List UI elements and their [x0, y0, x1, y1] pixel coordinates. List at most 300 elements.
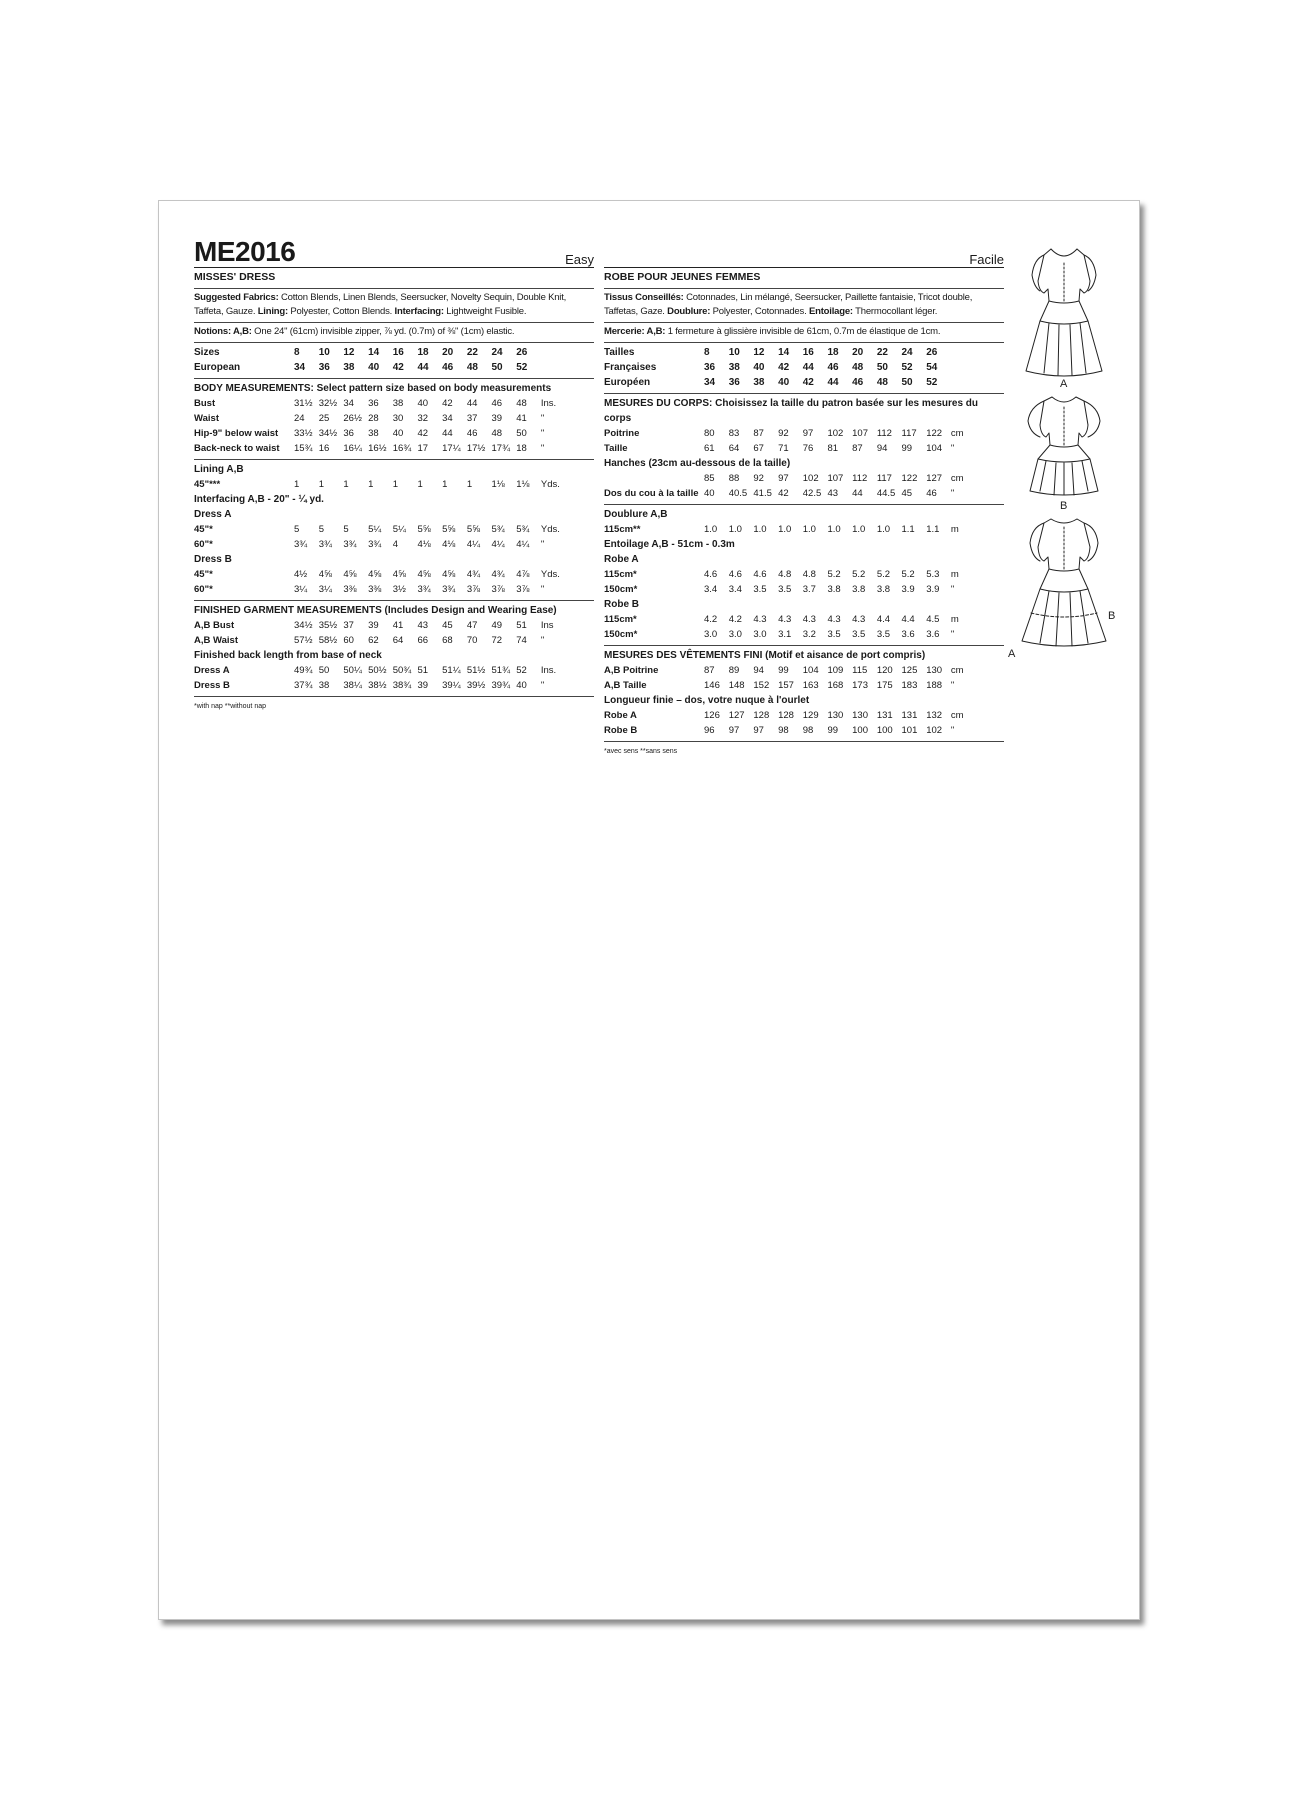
fabrics-text-fr: Cotonnades, Lin mélangé, Seersucker, Paillette fantaisie, Tricot double, Taffetas, Gaze. [604, 292, 973, 317]
table-cell: 42 [802, 377, 814, 388]
lining-text-fr: Polyester, Cotonnades. [710, 306, 809, 317]
table-cell: 10 [728, 347, 740, 358]
table-cell: 41.5 [753, 488, 772, 499]
interfacing-line-fr: Entoilage A,B - 51cm - 0.3m [604, 539, 735, 550]
table-cell: 3.8 [852, 584, 866, 595]
table-row [194, 345, 541, 360]
table-cell: 34 [442, 413, 453, 424]
table-cell: 34 [343, 398, 354, 409]
table-cell: 16 [802, 347, 814, 358]
table-cell: 115 [852, 665, 868, 676]
table-row [604, 426, 971, 441]
table-cell: 44 [417, 362, 429, 373]
notions-paragraph [194, 325, 594, 339]
row-label: 45"* [194, 524, 213, 535]
dress-a-heading: Dress A [194, 509, 232, 520]
table-cell: 3.9 [901, 584, 915, 595]
table-cell: 99 [901, 443, 913, 454]
table-row [194, 582, 561, 597]
table-cell: 4.3 [753, 614, 767, 625]
table-cell: 1.0 [753, 524, 767, 535]
table-cell: 130 [926, 665, 943, 676]
table-cell: 22 [466, 347, 478, 358]
table-cell: 52 [926, 377, 938, 388]
length-heading: Finished back length from base of neck [194, 650, 382, 661]
finished-table [194, 618, 561, 648]
table-cell: 3.7 [802, 584, 816, 595]
table-cell: 4.4 [876, 614, 891, 625]
table-cell: 1.0 [704, 524, 718, 535]
table-cell: 54 [926, 362, 938, 373]
table-cell: 92 [778, 428, 789, 439]
notions-label: Notions: A,B: [194, 326, 252, 337]
footnote-fr: *avec sens **sans sens [604, 748, 678, 755]
body-measurements-table [194, 396, 561, 456]
table-cell: 1.1 [926, 524, 940, 535]
table-cell: 36 [318, 362, 330, 373]
unit-cell: " [950, 584, 955, 595]
table-cell: 97 [778, 473, 789, 484]
table-cell: 20 [852, 347, 864, 358]
table-cell: 3.0 [704, 629, 718, 640]
table-cell: 112 [876, 428, 892, 439]
table-cell: 1 [343, 479, 349, 490]
table-cell: 38 [392, 398, 404, 409]
table-cell: 98 [802, 725, 814, 736]
table-cell: 88 [728, 473, 740, 484]
table-cell: 4¾ [491, 569, 505, 580]
table-row [194, 663, 561, 678]
table-cell: 32½ [318, 398, 338, 409]
row-label: Dress B [194, 680, 230, 691]
table-cell: 76 [802, 443, 814, 454]
table-cell: 188 [926, 680, 943, 691]
table-cell: 125 [901, 665, 918, 676]
unit-cell: cm [950, 710, 964, 721]
table-cell: 18 [516, 443, 527, 454]
table-cell: 5.2 [852, 569, 866, 580]
notions-text-fr: 1 fermeture à glissière invisible de 61cm, 0.7m de élastique de 1cm. [665, 326, 941, 337]
table-row [604, 441, 971, 456]
table-cell: 42 [778, 362, 790, 373]
table-cell: 3.1 [778, 629, 792, 640]
table-cell: 66 [417, 635, 429, 646]
table-row [604, 708, 971, 723]
body-measurements-heading: BODY MEASUREMENTS: Select pattern size based on body measurements [194, 383, 552, 394]
unit-cell: " [950, 629, 955, 640]
table-cell: 24 [491, 347, 503, 358]
table-cell: 3⅜ [368, 584, 382, 595]
table-cell: 3.5 [876, 629, 891, 640]
sizes-table [194, 345, 541, 375]
table-row [194, 537, 561, 552]
dress-b-table [194, 567, 561, 597]
table-cell: 51¾ [491, 665, 510, 676]
table-cell: 17 [417, 443, 429, 454]
hips-table-fr [604, 471, 971, 501]
table-row [604, 582, 971, 597]
table-cell: 38 [753, 377, 765, 388]
table-cell: 14 [368, 347, 380, 358]
table-row [604, 723, 971, 738]
table-row [604, 471, 971, 486]
table-cell: 4⅝ [343, 569, 357, 580]
table-cell: 44.5 [876, 488, 896, 499]
table-cell: 130 [852, 710, 868, 721]
table-cell: 35½ [318, 620, 338, 631]
table-cell: 89 [728, 665, 740, 676]
table-cell: 1 [417, 479, 423, 490]
table-cell: 38 [318, 680, 330, 691]
french-column [604, 237, 1004, 758]
table-cell: 50 [318, 665, 330, 676]
table-cell: 3.0 [753, 629, 767, 640]
difficulty-level-fr: Facile [969, 252, 1004, 267]
table-cell: 3.6 [901, 629, 915, 640]
notions-section [194, 323, 594, 343]
table-cell: 1 [368, 479, 374, 490]
finished-measurements-section [194, 601, 594, 697]
unit-cell: Ins. [540, 665, 557, 676]
sizes-section-fr [604, 343, 1004, 394]
table-cell: 36 [343, 428, 354, 439]
row-label: Robe A [604, 710, 637, 721]
table-cell: 24 [901, 347, 913, 358]
table-cell: 40 [778, 377, 790, 388]
row-label: 60"* [194, 539, 213, 550]
label-a-top: A [1060, 378, 1068, 390]
table-cell: 97 [728, 725, 740, 736]
table-cell: 1.0 [728, 524, 742, 535]
table-cell: 5¼ [392, 524, 406, 535]
table-cell: 37¾ [294, 680, 313, 691]
table-cell: 4¼ [516, 539, 530, 550]
table-cell: 38 [368, 428, 379, 439]
body-measurements-table-fr [604, 426, 971, 456]
row-label: Tailles [604, 347, 635, 358]
row-label: Back-neck to waist [194, 443, 280, 454]
table-cell: 87 [852, 443, 863, 454]
lining-table-fr [604, 522, 971, 537]
table-cell: 5¾ [491, 524, 505, 535]
table-row [604, 345, 951, 360]
table-cell: 50 [491, 362, 503, 373]
table-cell: 85 [704, 473, 715, 484]
length-table-fr [604, 708, 971, 738]
table-cell: 126 [704, 710, 720, 721]
table-cell: 122 [901, 473, 918, 484]
row-label: A,B Waist [194, 635, 238, 646]
table-cell: 44 [802, 362, 814, 373]
table-cell: 38 [728, 362, 740, 373]
pattern-sheet [158, 200, 1140, 1620]
table-row [604, 360, 951, 375]
table-row [194, 441, 561, 456]
unit-cell: Yds. [540, 479, 560, 490]
table-cell: 39¾ [491, 680, 510, 691]
table-row [194, 411, 561, 426]
row-label: 45"*** [194, 479, 221, 490]
row-label: A,B Bust [194, 620, 235, 631]
title-bar-fr [604, 237, 1004, 268]
table-cell: 128 [753, 710, 770, 721]
table-cell: 1.0 [852, 524, 866, 535]
table-cell: 16¾ [392, 443, 412, 454]
lining-heading: Lining A,B [194, 464, 244, 475]
table-cell: 107 [827, 473, 844, 484]
table-cell: 117 [901, 428, 917, 439]
table-cell: 12 [343, 347, 355, 358]
table-cell: 38¼ [343, 680, 362, 691]
table-cell: 4.3 [778, 614, 792, 625]
table-cell: 44 [852, 488, 863, 499]
table-cell: 4.2 [728, 614, 742, 625]
table-cell: 34 [294, 362, 306, 373]
body-measurements-section [194, 379, 594, 460]
unit-cell: " [950, 680, 955, 691]
dress-b-heading: Dress B [194, 554, 232, 565]
table-cell: 3.6 [926, 629, 940, 640]
row-label: Françaises [604, 362, 657, 373]
table-cell: 67 [753, 443, 764, 454]
table-cell: 101 [901, 725, 918, 736]
table-cell: 68 [442, 635, 453, 646]
table-cell: 43 [827, 488, 839, 499]
table-cell: 109 [827, 665, 844, 676]
table-cell: 112 [852, 473, 868, 484]
table-cell: 8 [294, 347, 300, 358]
table-cell: 16 [318, 443, 330, 454]
pattern-code: ME2016 [194, 236, 296, 267]
table-cell: 34½ [294, 620, 313, 631]
interfacing-line: Interfacing A,B - 20" - ¼ yd. [194, 494, 324, 505]
table-cell: 61 [704, 443, 715, 454]
table-cell: 30 [392, 413, 404, 424]
table-cell: 3.9 [926, 584, 940, 595]
table-cell: 3⅞ [491, 584, 505, 595]
table-cell: 49 [491, 620, 503, 631]
table-cell: 4⅛ [417, 539, 431, 550]
table-cell: 5⅝ [466, 524, 481, 535]
row-label: Hip-9" below waist [194, 428, 279, 439]
table-cell: 46 [827, 362, 839, 373]
table-cell: 97 [753, 725, 764, 736]
table-row [194, 426, 561, 441]
table-cell: 127 [728, 710, 745, 721]
table-cell: 46 [852, 377, 864, 388]
table-cell: 44 [442, 428, 453, 439]
table-cell: 87 [753, 428, 764, 439]
table-cell: 130 [827, 710, 844, 721]
row-label: Robe B [604, 725, 638, 736]
table-cell: 131 [876, 710, 893, 721]
row-label: 150cm* [604, 629, 638, 640]
finished-heading: FINISHED GARMENT MEASUREMENTS (Includes Design and Wearing Ease) [194, 605, 557, 616]
table-cell: 3¾ [442, 584, 456, 595]
table-cell: 5⅝ [417, 524, 431, 535]
dress-a-b-back-illustration [1022, 519, 1106, 646]
table-cell: 4.6 [728, 569, 742, 580]
yardage-section-fr [604, 505, 1004, 646]
table-cell: 4.2 [704, 614, 718, 625]
table-cell: 102 [827, 428, 844, 439]
fabrics-label: Suggested Fabrics: [194, 292, 279, 303]
table-cell: 175 [876, 680, 893, 691]
table-cell: 51½ [466, 665, 486, 676]
fabrics-section [194, 289, 594, 323]
table-cell: 3.5 [778, 584, 792, 595]
body-measurements-section-fr [604, 394, 1004, 505]
table-cell: 20 [442, 347, 454, 358]
table-cell: 5.2 [827, 569, 841, 580]
dress-b-heading-fr: Robe B [604, 599, 639, 610]
table-cell: 17¼ [442, 443, 461, 454]
table-cell: 16½ [368, 443, 387, 454]
row-label: Dress A [194, 665, 230, 676]
dress-illustrations [1004, 241, 1124, 661]
table-cell: 1 [294, 479, 300, 490]
table-cell: 48 [491, 428, 503, 439]
table-cell: 48 [876, 377, 888, 388]
table-row [604, 486, 971, 501]
row-label: 150cm* [604, 584, 638, 595]
table-cell: 44 [466, 398, 478, 409]
table-cell: 92 [753, 473, 764, 484]
table-row [604, 375, 951, 390]
table-cell: 152 [753, 680, 770, 691]
table-row [194, 477, 561, 492]
table-cell: 5 [294, 524, 300, 535]
dress-a-table [194, 522, 561, 552]
table-cell: 4⅛ [442, 539, 456, 550]
table-cell: 18 [827, 347, 839, 358]
table-cell: 5.2 [901, 569, 915, 580]
table-cell: 42.5 [802, 488, 822, 499]
table-cell: 50 [516, 428, 527, 439]
notions-paragraph-fr [604, 325, 1004, 339]
table-cell: 168 [827, 680, 844, 691]
table-row [604, 612, 971, 627]
row-label: Européen [604, 377, 651, 388]
table-cell: 107 [852, 428, 868, 439]
sizes-table-fr [604, 345, 951, 390]
unit-cell: Yds. [540, 524, 560, 535]
table-cell: 99 [778, 665, 789, 676]
table-cell: 60 [343, 635, 354, 646]
lining-label-fr: Doublure: [667, 306, 711, 317]
unit-cell: " [950, 443, 955, 454]
table-cell: 49¾ [294, 665, 313, 676]
table-cell: 52 [516, 362, 528, 373]
fabrics-paragraph [194, 291, 594, 319]
table-cell: 40.5 [728, 488, 748, 499]
table-cell: 3.5 [753, 584, 767, 595]
table-cell: 50½ [368, 665, 387, 676]
row-label: A,B Taille [604, 680, 647, 691]
table-cell: 46 [926, 488, 937, 499]
table-cell: 42 [442, 398, 453, 409]
table-cell: 16¼ [343, 443, 362, 454]
table-cell: 15¾ [294, 443, 313, 454]
unit-cell: Ins. [540, 398, 557, 409]
table-cell: 4½ [294, 569, 308, 580]
interfacing-label: Interfacing: [394, 306, 444, 317]
table-cell: 39 [368, 620, 379, 631]
table-cell: 3.5 [852, 629, 866, 640]
table-cell: 3¾ [294, 539, 308, 550]
table-cell: 40 [392, 428, 404, 439]
row-label: 115cm** [604, 524, 641, 535]
unit-cell: " [540, 680, 545, 691]
table-cell: 132 [926, 710, 943, 721]
table-cell: 87 [704, 665, 715, 676]
table-cell: 40 [753, 362, 765, 373]
table-cell: 47 [466, 620, 478, 631]
table-cell: 94 [876, 443, 888, 454]
table-cell: 57½ [294, 635, 313, 646]
table-cell: 37 [343, 620, 354, 631]
table-cell: 48 [516, 398, 527, 409]
table-cell: 17¾ [491, 443, 510, 454]
unit-cell: " [540, 413, 545, 424]
table-cell: 100 [852, 725, 868, 736]
table-cell: 40 [516, 680, 527, 691]
table-cell: 3¾ [343, 539, 357, 550]
table-cell: 45 [901, 488, 913, 499]
unit-cell: m [950, 524, 959, 535]
table-cell: 1 [318, 479, 324, 490]
unit-cell: " [540, 539, 545, 550]
fabrics-paragraph-fr [604, 291, 1004, 319]
table-cell: 3⅜ [343, 584, 357, 595]
table-cell: 128 [778, 710, 794, 721]
row-label: 115cm* [604, 614, 637, 625]
table-cell: 45 [442, 620, 453, 631]
table-cell: 26½ [343, 413, 362, 424]
table-cell: 5¼ [368, 524, 382, 535]
table-cell: 40 [704, 488, 715, 499]
table-cell: 16 [392, 347, 404, 358]
table-cell: 46 [466, 428, 478, 439]
table-cell: 120 [876, 665, 893, 676]
notions-text: One 24" (61cm) invisible zipper, ⅞ yd. (0.7m) of ⅜" (1cm) elastic. [251, 326, 515, 337]
notions-section-fr [604, 323, 1004, 343]
table-cell: 4⅝ [392, 569, 406, 580]
row-label: 115cm* [604, 569, 637, 580]
table-cell: 1 [466, 479, 473, 490]
table-cell: 26 [926, 347, 938, 358]
dress-b-table-fr [604, 612, 971, 642]
unit-cell: " [950, 488, 955, 499]
table-cell: 41 [516, 413, 527, 424]
table-cell: 4.8 [778, 569, 792, 580]
table-cell: 74 [516, 635, 527, 646]
table-cell: 1.0 [876, 524, 891, 535]
table-cell: 51¼ [442, 665, 461, 676]
table-row [194, 618, 561, 633]
table-row [604, 678, 971, 693]
table-cell: 71 [778, 443, 789, 454]
unit-cell: Ins [540, 620, 554, 631]
table-row [604, 663, 971, 678]
table-cell: 1.0 [778, 524, 792, 535]
table-cell: 148 [728, 680, 745, 691]
fabrics-text: Cotton Blends, Linen Blends, Seersucker, Novelty Sequin, Double Knit, Taffeta, Gauze. [194, 292, 567, 317]
table-cell: 99 [827, 725, 839, 736]
unit-cell: m [950, 569, 959, 580]
unit-cell: Yds. [540, 569, 560, 580]
length-table [194, 663, 561, 693]
